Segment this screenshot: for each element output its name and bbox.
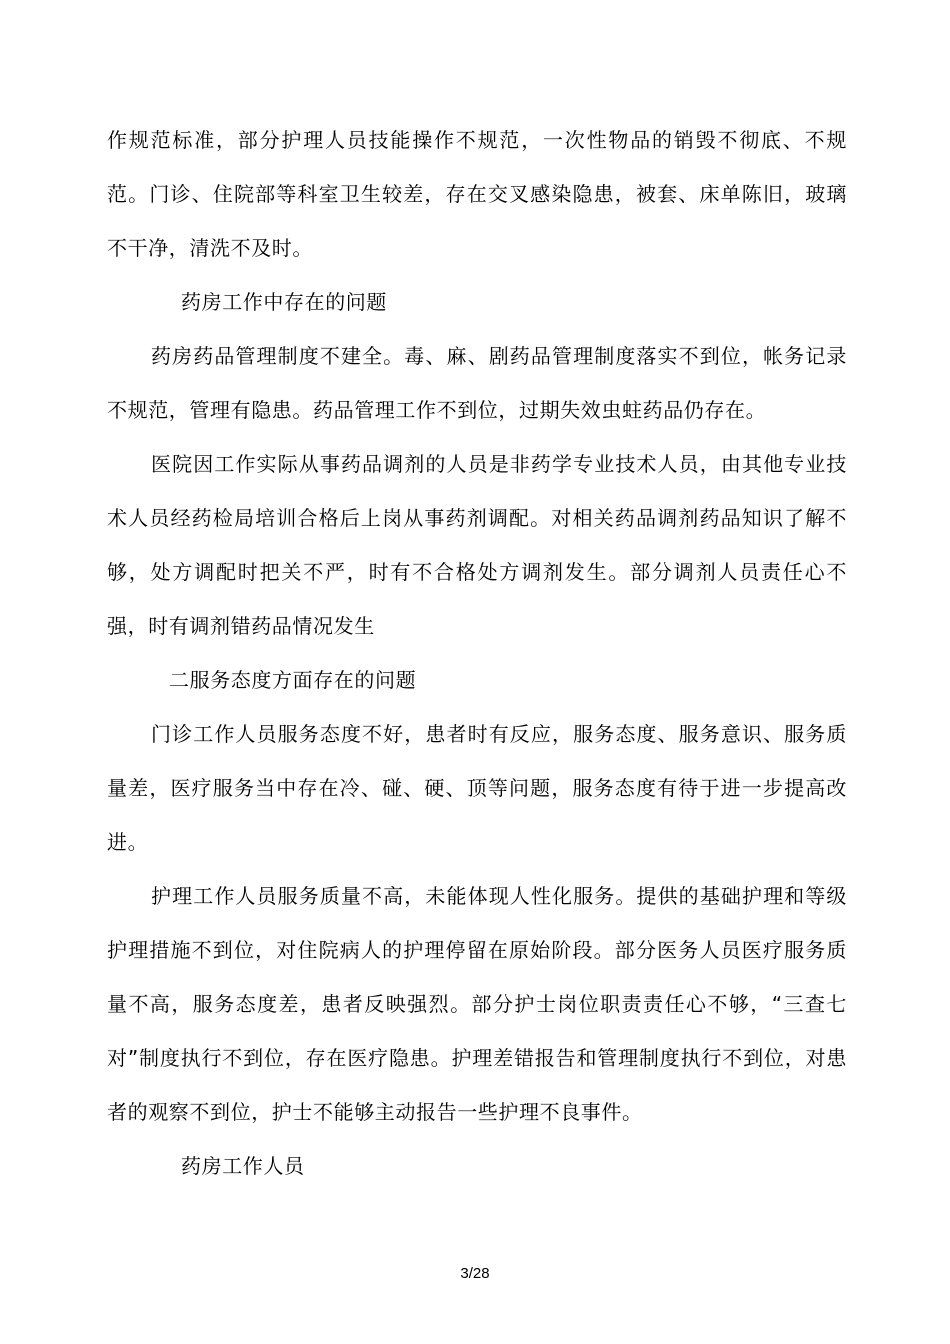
paragraph-5: 护理工作人员服务质量不高，未能体现人性化服务。提供的基础护理和等级护理措施不到位，对住院病人的护理停留在原始阶段。部分医务人员医疗服务质量不高，服务态度差，患者反映强烈。部分护士岗位职责责任心不够，“三查七对”制度执行不到位，存在医疗隐患。护理差错报告和管理制度执行不到位，对患者的观察不到位，护士不能够主动报告一些护理不良事件。 (107, 884, 847, 1124)
paragraph-4: 门诊工作人员服务态度不好，患者时有反应，服务态度、服务意识、服务质量差，医疗服务当中存在冷、碰、硬、顶等问题，服务态度有待于进一步提高改进。 (107, 722, 847, 854)
section-heading-service-attitude: 二服务态度方面存在的问题 (169, 668, 417, 692)
paragraph-2: 药房药品管理制度不建全。毒、麻、剧药品管理制度落实不到位，帐务记录不规范，管理有隐患。药品管理工作不到位，过期失效虫蛀药品仍存在。 (107, 344, 847, 422)
paragraph-3: 医院因工作实际从事药品调剂的人员是非药学专业技术人员，由其他专业技术人员经药检局培训合格后上岗从事药剂调配。对相关药品调剂药品知识了解不够，处方调配时把关不严，时有不合格处方调剂发生。部分调剂人员责任心不强，时有调剂错药品情况发生 (107, 452, 847, 638)
document-body (107, 113, 847, 1193)
section-heading-pharmacy-problems: 药房工作中存在的问题 (181, 290, 387, 314)
section-heading-pharmacy-staff: 药房工作人员 (181, 1154, 305, 1178)
paragraph-1: 作规范标准，部分护理人员技能操作不规范，一次性物品的销毁不彻底、不规范。门诊、住院部等科室卫生较差，存在交叉感染隐患，被套、床单陈旧，玻璃不干净，清洗不及时。 (107, 128, 847, 260)
page-number: 3/28 (460, 1265, 490, 1282)
